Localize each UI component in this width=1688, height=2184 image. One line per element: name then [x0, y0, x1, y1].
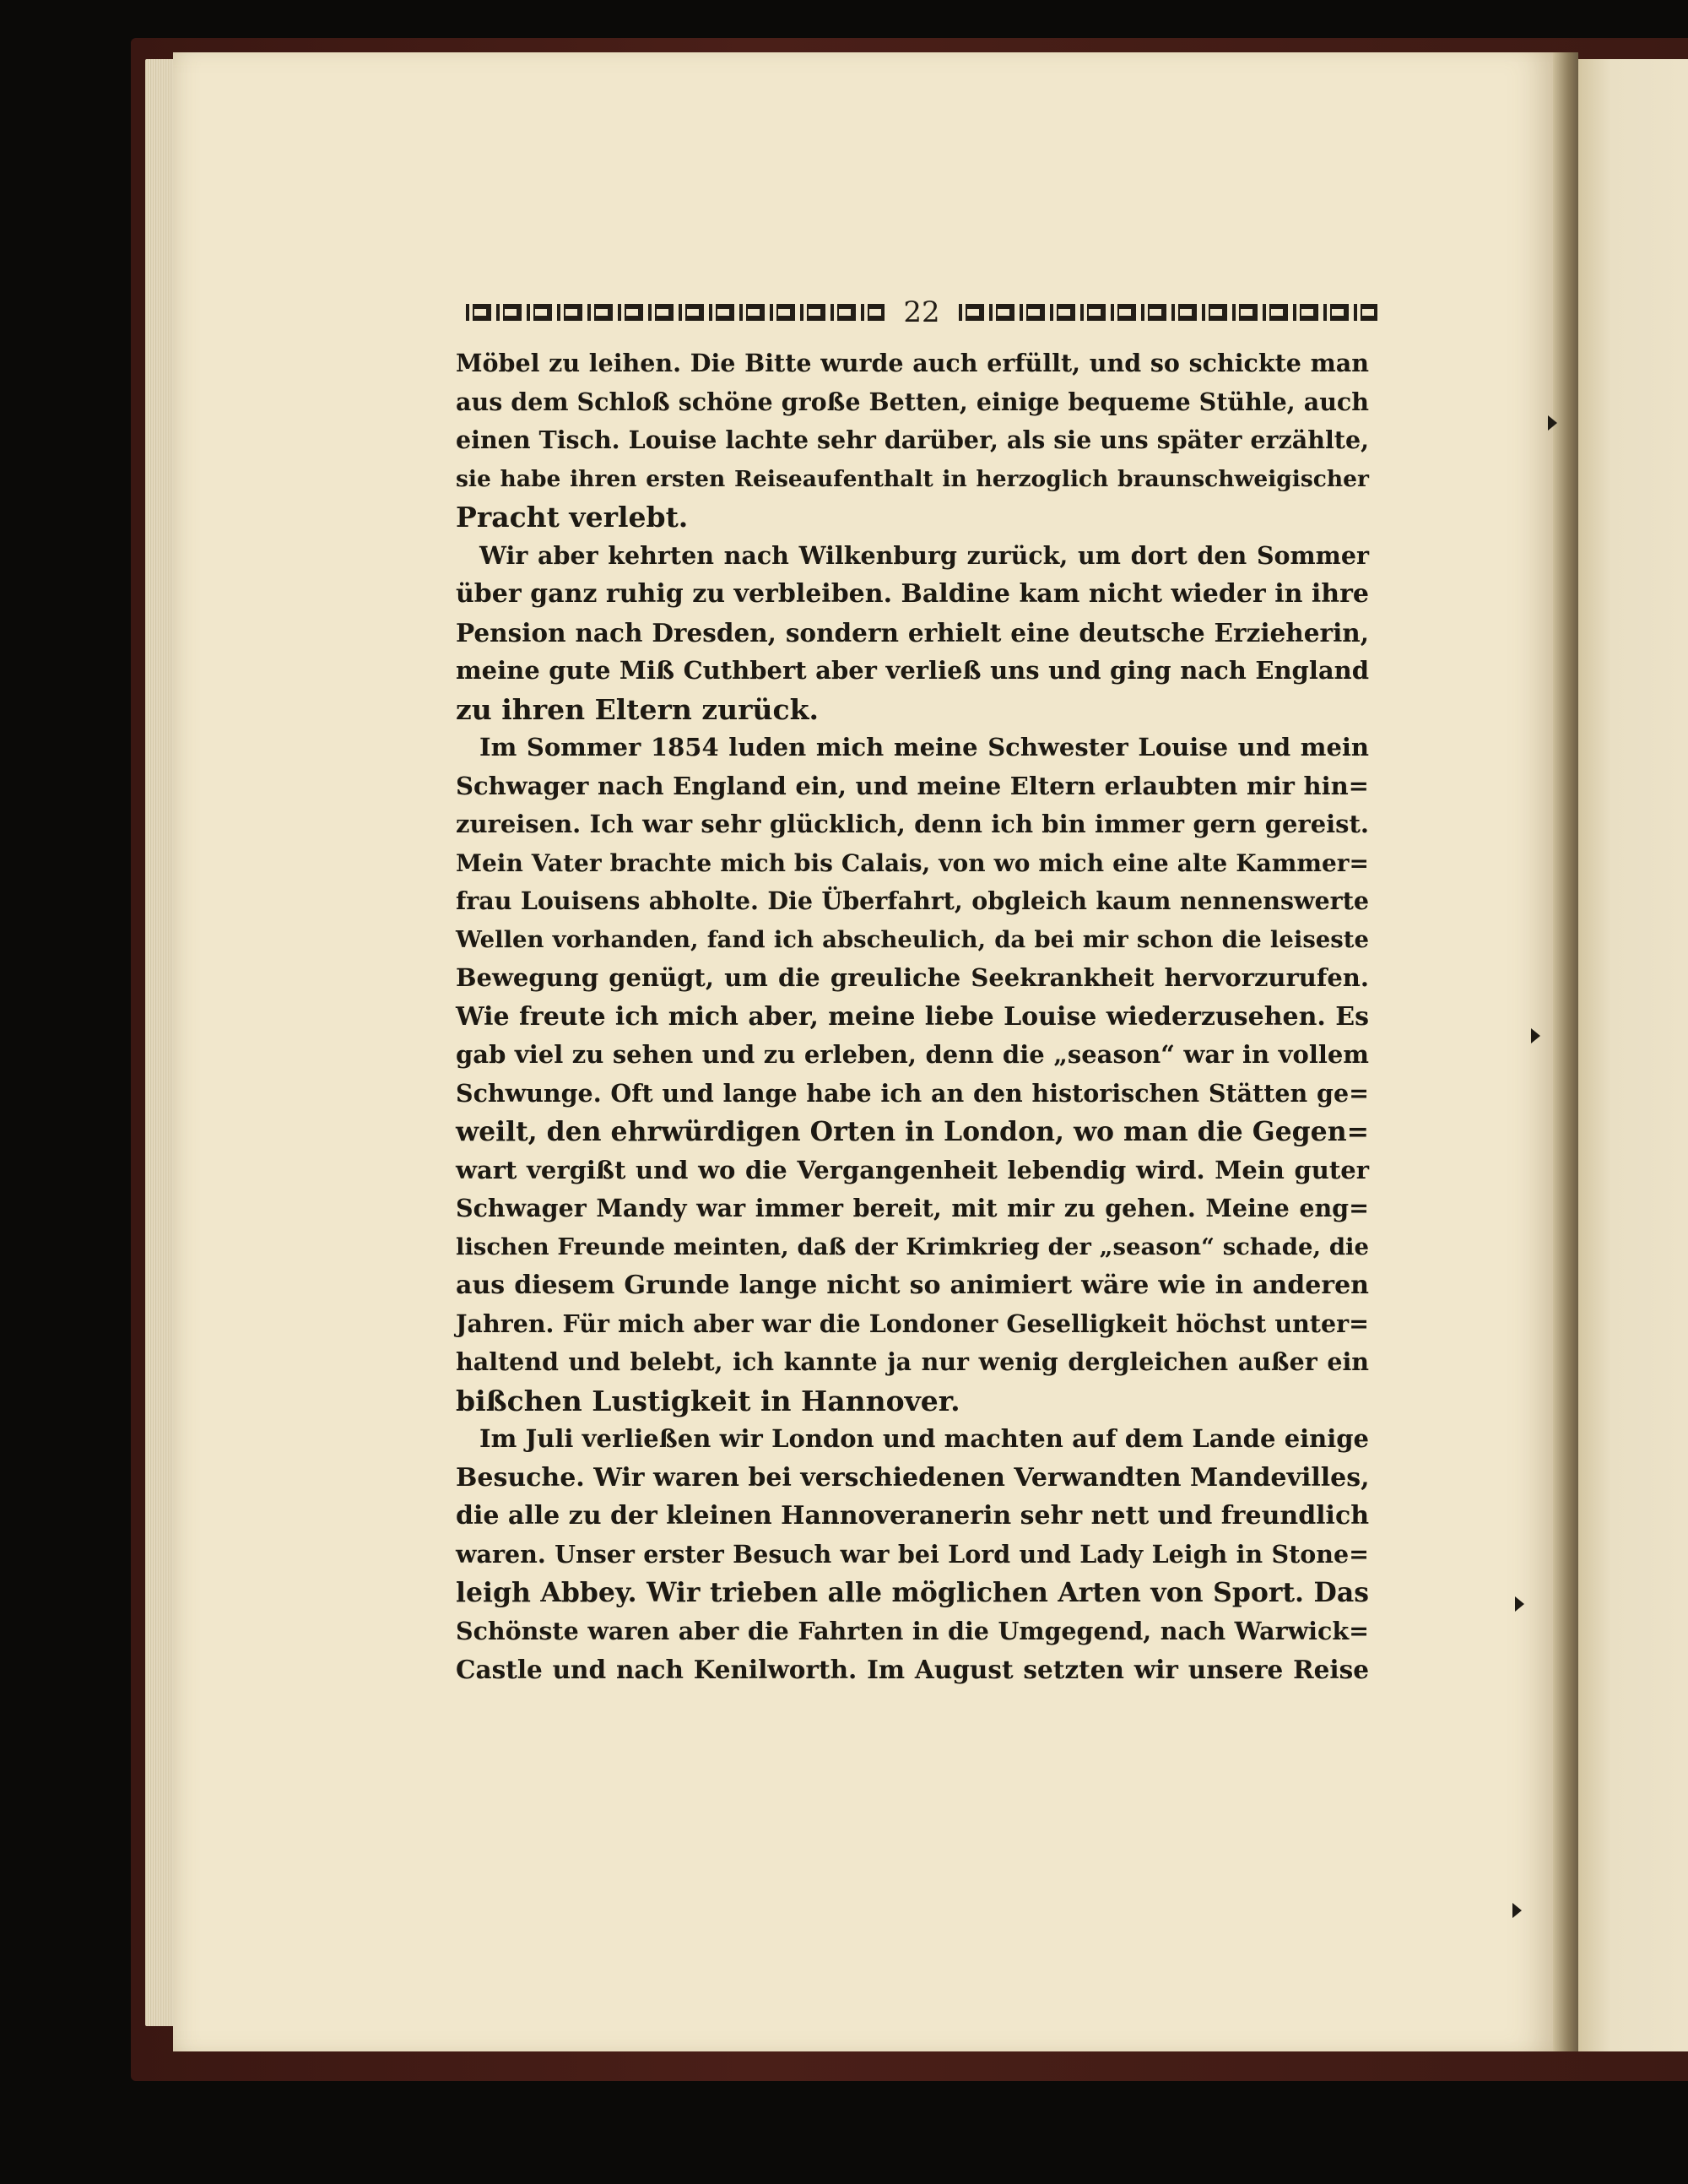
text-line: Schönste waren aber die Fahrten in die Umgegend, nach Warwick= [456, 1616, 1369, 1645]
page-number: 22 [903, 295, 940, 329]
text-line: Wellen vorhanden, fand ich abscheulich, da bei mir schon die leiseste [456, 925, 1369, 953]
text-line: Wie freute ich mich aber, meine liebe Louise wiederzusehen. Es [456, 1001, 1369, 1032]
text-line: aus diesem Grunde lange nicht so animiert wäre wie in anderen [456, 1271, 1369, 1300]
margin-mark [1512, 1903, 1522, 1918]
book-gutter [1553, 52, 1578, 2051]
text-line: Bewegung genügt, um die greuliche Seekrankheit hervorzurufen. [456, 963, 1369, 992]
text-line: gab viel zu sehen und zu erleben, denn die „season“ war in vollem [456, 1040, 1369, 1069]
text-line: wart vergißt und wo die Vergangenheit lebendig wird. Mein guter [456, 1155, 1369, 1184]
text-line: sie habe ihren ersten Reiseaufenthalt in herzoglich braunschweigischer [456, 465, 1369, 492]
text-line: bißchen Lustigkeit in Hannover. [456, 1384, 960, 1417]
text-line: die alle zu der kleinen Hannoveranerin sehr nett und freundlich [456, 1501, 1370, 1531]
text-line: waren. Unser erster Besuch war bei Lord und Lady Leigh in Stone= [456, 1539, 1369, 1569]
text-line: haltend und belebt, ich kannte ja nur wenig dergleichen außer ein [456, 1347, 1369, 1376]
text-line: aus dem Schloß schöne große Betten, einige bequeme Stühle, auch [456, 387, 1369, 416]
text-line: Schwager Mandy war immer bereit, mit mir zu gehen. Meine eng= [456, 1194, 1369, 1222]
text-line: Castle und nach Kenilworth. Im August setzten wir unsere Reise [456, 1655, 1369, 1684]
text-line: Schwunge. Oft und lange habe ich an den historischen Stätten ge= [456, 1078, 1369, 1108]
header-ornament-right [959, 304, 1377, 321]
text-line: Möbel zu leihen. Die Bitte wurde auch erfüllt, und so schickte man [456, 349, 1369, 377]
paragraph [456, 1420, 1369, 1689]
running-header [466, 295, 1377, 329]
text-line: Pracht verlebt. [456, 501, 689, 534]
margin-mark [1548, 415, 1557, 431]
text-line: Schwager nach England ein, und meine Eltern erlaubten mir hin= [456, 771, 1369, 800]
text-line: zureisen. Ich war sehr glücklich, denn ich bin immer gern gereist. [456, 810, 1369, 838]
text-line: einen Tisch. Louise lachte sehr darüber, als sie uns später erzählte, [456, 425, 1369, 454]
text-line: zu ihren Eltern zurück. [456, 692, 819, 726]
paragraph [456, 729, 1369, 1420]
text-line: Jahren. Für mich aber war die Londoner Geselligkeit höchst unter= [456, 1309, 1369, 1338]
margin-mark [1515, 1596, 1524, 1612]
body-text [456, 344, 1369, 1689]
facing-page-edge [1578, 59, 1688, 2051]
paragraph [456, 537, 1369, 729]
text-line: Wir aber kehrten nach Wilkenburg zurück, um dort den Sommer [479, 540, 1369, 570]
margin-mark [1531, 1028, 1540, 1043]
text-line: Mein Vater brachte mich bis Calais, von wo mich eine alte Kammer= [456, 848, 1369, 877]
text-line: Im Juli verließen wir London und machten auf dem Lande einige [479, 1424, 1369, 1453]
text-line: frau Louisens abholte. Die Überfahrt, obgleich kaum nennenswerte [456, 886, 1369, 915]
text-line: über ganz ruhig zu verbleiben. Baldine kam nicht wieder in ihre [456, 579, 1369, 609]
paragraph [456, 344, 1369, 537]
text-line: Im Sommer 1854 luden mich meine Schwester Louise und mein [479, 733, 1369, 761]
text-line: Pension nach Dresden, sondern erhielt eine deutsche Erzieherin, [456, 617, 1369, 648]
text-line: weilt, den ehrwürdigen Orten in London, wo man die Gegen= [456, 1116, 1369, 1147]
header-ornament-left [466, 304, 885, 321]
text-line: lischen Freunde meinten, daß der Krimkrieg der „season“ schade, die [456, 1233, 1369, 1260]
text-line: meine gute Miß Cuthbert aber verließ uns und ging nach England [456, 656, 1369, 685]
text-line: Besuche. Wir waren bei verschiedenen Verwandten Mandevilles, [456, 1462, 1370, 1493]
text-line: leigh Abbey. Wir trieben alle möglichen Arten von Sport. Das [456, 1577, 1369, 1608]
